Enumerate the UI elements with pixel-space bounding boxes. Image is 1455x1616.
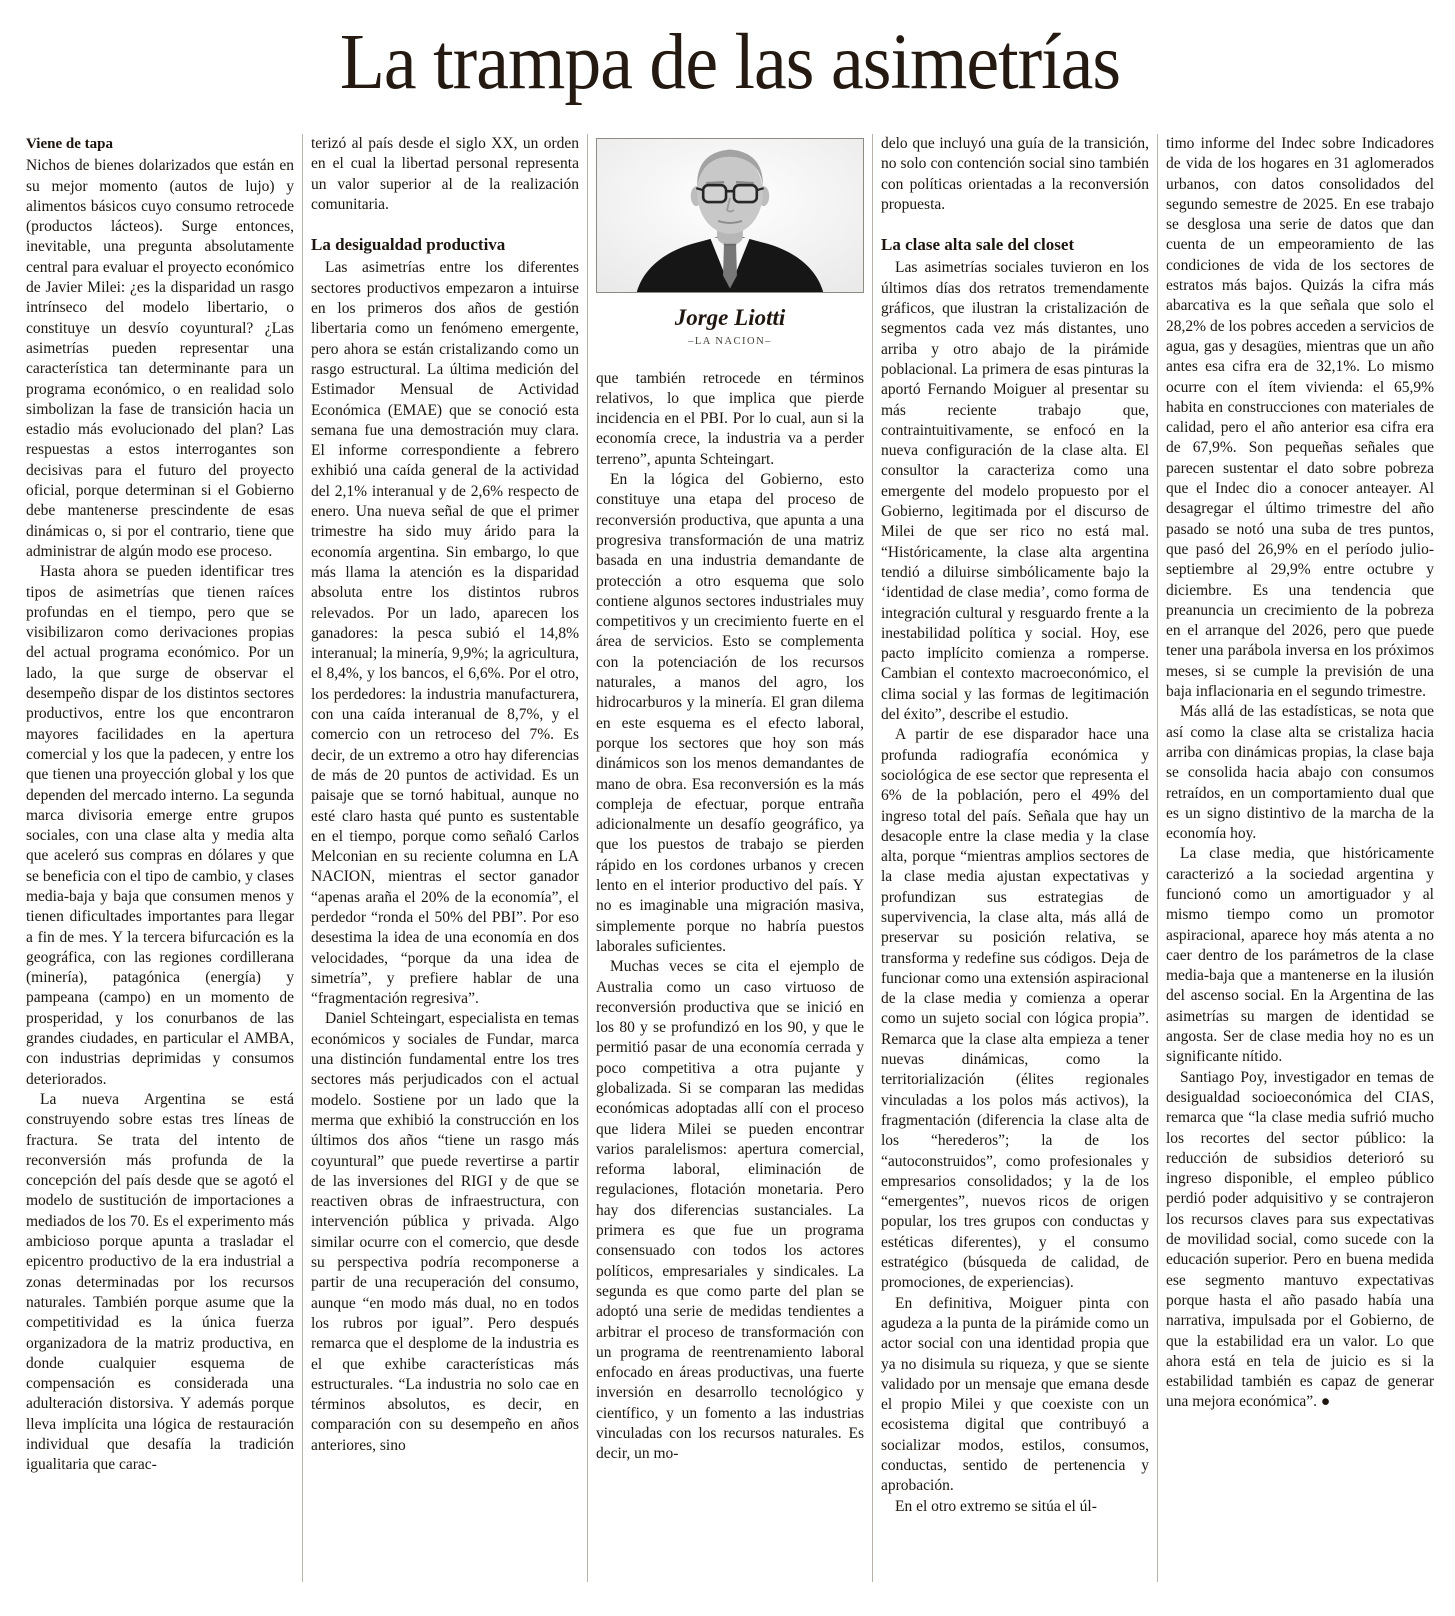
- body-paragraph: Nichos de bienes dolarizados que están en su mejor momento (autos de lujo) y alimentos básicos cuyo consumo retrocede (productos lácteos). Surge entonces, inevitable, una pregunta absolutamente central para evaluar el proyecto económico de Javier Milei: ¿es la disparidad un rasgo intrínseco del modelo libertario, o constituye un desvío coyuntural? ¿Las asimetrías pueden representar una característica tan determinante para un programa económico, o en realidad solo simbolizan la fase de transición hacia un estadio más evolucionado del plan? Las respuestas a estos interrogantes son decisivas para el futuro del proyecto oficial, porque determinan si el Gobierno debe mantenerse prescindente de esas dinámicas o, si por el contrario, tiene que administrar de algún modo ese proceso.: [26, 157, 294, 560]
- body-paragraph: Santiago Poy, investigador en temas de desigualdad socioeconómica del CIAS, remarca que “la clase media sufrió mucho los recortes del sector público: la reducción de subsidios deterioró su ingreso disponible, el empleo público perdió poder adquisitivo y se contrajeron los recursos claves para sus expectativas de movilidad social, como sucede con la educación superior. Pero en buena medida ese segmento mantuvo expectativas porque hasta el año pasado había una narrativa, impulsada por el Gobierno, de que la estabilidad era un valor. Lo que ahora está en tela de juicio es si la estabilidad también es capaz de generar una mejora económica”. ●: [1166, 1068, 1434, 1411]
- body-paragraph: timo informe del Indec sobre Indicadores de vida de los hogares en 31 aglomerados urbanos, con datos consolidados del segundo semestre de 2025. En ese trabajo se desglosa una serie de datos que dan cuenta de un empeoramiento de las condiciones de vida de los sectores de estratos más bajos. Quizás la cifra más abarcativa es la que señala que solo el 28,2% de los pobres acceden a servicios de agua, gas y desagües, mientras que un año antes esa cifra era de 32,1%. Lo mismo ocurre con el ítem vivienda: el 65,9% habita en construcciones con materiales de calidad, pero el año anterior esa cifra era de 67,9%. Son pequeñas señales que parecen sustentar el dato sobre pobreza que el Indec dio a conocer anteayer. Al desagregar el último trimestre del año pasado se notó una suba de tres puntos, que pasó del 26,9% en el período julio-septiembre al 29,9% entre octubre y diciembre. Es una tendencia que preanuncia un crecimiento de la pobreza en el arranque del 2026, pero que puede tener una parábola inversa en los próximos meses, si se cumple la previsión de una baja inflacionaria en el segundo trimestre.: [1166, 135, 1434, 701]
- body-paragraph: En el otro extremo se sitúa el úl-: [895, 1497, 1097, 1515]
- body-paragraph: Muchas veces se cita el ejemplo de Australia como un caso virtuoso de reconversión productiva que se inició en los 80 y se profundizó en los 90, y que le permitió pasar de una economía cerrada y poco competitiva a otra pujante y globalizada. Si se comparan las medidas económicas adoptadas allí con el proceso que lidera Milei se pueden encontrar varios paralelismos: apertura comercial, reforma laboral, eliminación de regulaciones, flotación monetaria. Pero hay dos diferencias sustanciales. La primera es que fue un programa consensuado con todos los actores políticos, empresariales y sindicales. La segunda es que como parte del plan se adoptó una serie de medidas tendientes a arbitrar el proceso de transformación con un programa de reentrenamiento laboral enfocado en áreas productivas, una fuerte inversión en desarrollo tecnológico y científico, y un fomento a las industrias vinculadas con los recursos naturales. Es decir, un mo-: [596, 958, 864, 1463]
- body-paragraph: La nueva Argentina se está construyendo sobre estas tres líneas de fractura. Se trata del intento de reconversión más profunda de la concepción del país desde que se agotó el modelo de sustitución de importaciones a mediados de los 70. Es el experimento más ambicioso porque apunta a trasladar el epicentro productivo de la era industrial a zonas determinadas por los recursos naturales. También porque asume que la competitividad es la única fuerza organizadora de la matriz productiva, en donde cualquier esquema de compensación es considerada una adulteración distorsiva. Y además porque lleva implícita una lógica de restauración individual que desafía la tradición igualitaria que carac-: [26, 1090, 294, 1474]
- body-paragraph: En definitiva, Moiguer pinta con agudeza a la punta de la pirámide como un actor social con una identidad propia que ya no disimula su riqueza, y que se siente validado por un mensaje que emana desde el propio Milei y que coexiste con un ecosistema digital que contribuyó a socializar modos, estilos, consumos, conductas, sentido de pertenencia y aprobación.: [881, 1294, 1149, 1495]
- page-title: La trampa de las asimetrías: [339, 18, 1121, 106]
- kicker: Viene de tapa: [26, 136, 113, 152]
- body-paragraph: La clase media, que históricamente caracterizó a la sociedad argentina y funcionó como un amortiguador y al mismo tiempo como un promotor aspiracional, aparece hoy más atenta a no caer dentro de los parámetros de la clase media-baja que a mantenerse en la ilusión del ascenso social. En la Argentina de las asimetrías su margen de identidad se angosta. Ser de clase media hoy no es un significante nítido.: [1166, 845, 1434, 1066]
- body-paragraph: En la lógica del Gobierno, esto constituye una etapa del proceso de reconversión productiva, que apunta a una progresiva transformación de una matriz basada en una industria demandante de protección a otro esquema que solo contiene algunos sectores industriales muy competitivos y un crecimiento fuerte en el área de servicios. Esto se complementa con la potenciación de los recursos naturales, a manos del agro, los hidrocarburos y la minería. El gran dilema en este esquema es el efecto laboral, porque los sectores que hoy son más dinámicos son los menos demandantes de mano de obra. Esa reconversión es la más compleja de efectuar, porque entraña adicionalmente un desafío geográfico, ya que los puestos de trabajo se pierden rápido en los cordones urbanos y crecen lento en el interior productivo del país. Y no es imaginable una migración masiva, simplemente porque no habría puestos laborales suficientes.: [596, 471, 864, 955]
- column-2: [302, 134, 579, 1582]
- body-paragraph: terizó al país desde el siglo XX, un orden en el cual la libertad personal representa un valor superior al de la realización comunitaria.: [311, 135, 579, 213]
- body-paragraph: Las asimetrías entre los diferentes sectores productivos empezaron a intuirse en los primeros dos años de gestión libertaria como un fenómeno emergente, pero ahora se están cristalizando como un rasgo estructural. La última medición del Estimador Mensual de Actividad Económica (EMAE) que se conoció esta semana fue una demostración muy clara. El informe correspondiente a febrero exhibió una caída general de la actividad del 2,1% interanual y de 2,6% respecto de enero. Una nueva señal de que el primer trimestre ha sido muy árido para la economía argentina. Sin embargo, lo que más llama la atención es la disparidad absoluta entre los distintos rubros relevados. Por un lado, aparecen los ganadores: la pesca subió el 14,8% interanual; la minería, 9,9%; la agricultura, el 8,4%, y los bancos, el 6,6%. Por el otro, los perdedores: la industria manufacturera, con una caída interanual de 8,7%, y el comercio con un retroceso del 7%. Es decir, de un extremo a otro hay diferencias de más de 20 puntos de actividad. Es un paisaje que se tornó habitual, aunque no esté claro hasta qué punto es sustentable en el tiempo, porque como señaló Carlos Melconian en su reciente columna en LA NACION, mientras el sector ganador “apenas araña el 20% de la economía”, el perdedor “ronda el 50% del PBI”. Por eso desestima la idea de una economía en dos velocidades, “porque da una idea de simetría”, y prefiere hablar de una “fragmentación regresiva”.: [311, 259, 579, 1008]
- column-4: [872, 134, 1149, 1582]
- body-paragraph: Hasta ahora se pueden identificar tres tipos de asimetrías que tienen raíces profundas en el tiempo, pero que se visibilizaron como derivaciones propias del actual programa económico. Por un lado, la que surge de observar el desempeño dispar de los distintos sectores productivos, entre los que encontraron mayores facilidades en la apertura comercial y los que la padecen, y entre los que tienen una proyección global y los que dependen del mercado interno. La segunda marca divisoria emerge entre grupos sociales, con una clase alta y media alta que aceleró sus compras en dólares y que se beneficia con el tipo de cambio, y clases media-baja y baja que consumen menos y tienen dificultades importantes para llegar a fin de mes. Y la tercera bifurcación es la geográfica, con las regiones cordillerana (minería), patagónica (energía) y pampeana (campo) en un momento de prosperidad, y los conurbanos de las grandes ciudades, en particular el AMBA, con industrias deprimidas y consumos deteriorados.: [26, 563, 294, 1088]
- article-columns: [26, 134, 1434, 1582]
- body-paragraph: Más allá de las estadísticas, se nota que así como la clase alta se cristaliza hacia arriba con dinámicas propias, la clase baja se consolida hacia abajo con consumos retraídos, en un comportamiento dual que es un signo distintivo de la marcha de la economía hoy.: [1166, 703, 1434, 843]
- column-5: [1157, 134, 1434, 1582]
- body-paragraph: Las asimetrías sociales tuvieron en los últimos días dos retratos tremendamente gráficos, que ilustran la cristalización de segmentos cada vez más distantes, uno arriba y otro abajo de la pirámide poblacional. La primera de esas pinturas la aportó Fernando Moiguer al presentar su más reciente trabajo que, contraintuitivamente, se enfocó en la nueva configuración de la clase alta. El consultor la caracteriza como una emergente del modelo propuesto por el Gobierno, legitimada por el discurso de Milei de que ser rico no está mal. “Históricamente, la clase alta argentina tendió a diluirse simbólicamente bajo la ‘identidad de clase media’, como forma de integración cultural y resguardo frente a la inestabilidad política y social. Hoy, ese pacto implícito comienza a romperse. Cambian el contexto macroeconómico, el clima social y las formas de legitimación del éxito”, describe el estudio.: [881, 259, 1149, 724]
- section-heading: La desigualdad productiva: [311, 235, 506, 255]
- body-paragraph: delo que incluyó una guía de la transición, no solo con contención social sino también con políticas orientadas a la reconversión propuesta.: [881, 135, 1149, 213]
- byline-author-name: Jorge Liotti: [674, 305, 786, 330]
- author-photo: [596, 138, 864, 293]
- column-3: [587, 134, 864, 1582]
- byline-affiliation: –LA NACION–: [688, 336, 772, 348]
- author-portrait-illustration: [597, 139, 863, 292]
- body-paragraph: Daniel Schteingart, especialista en temas económicos y sociales de Fundar, marca una distinción fundamental entre los tres sectores más perjudicados con el actual modelo. Sostiene por un lado que la merma que exhibió la construcción en los últimos dos años “tiene un rasgo más coyuntural” que puede revertirse a partir de las inversiones del RIGI y de que se reactiven obras de infraestructura, con intervención pública y privada. Algo similar ocurre con el comercio, que desde su perspectiva podría recomponerse a partir de una recuperación del consumo, aunque “en modo más dual, no en todos los rubros por igual”. Pero después remarca que el desplome de la industria es el que exhibe características más estructurales. “La industria no solo cae en términos absolutos, es decir, en comparación con su desempeño en años anteriores, sino: [311, 1010, 579, 1454]
- body-paragraph: que también retrocede en términos relativos, lo que implica que pierde incidencia en el PBI. Por lo cual, aun si la economía crece, la industria va a perder terreno”, apunta Schteingart.: [596, 369, 864, 468]
- column-1: [26, 134, 294, 1582]
- section-heading: La clase alta sale del closet: [881, 235, 1075, 255]
- body-paragraph: A partir de ese disparador hace una profunda radiografía económica y sociológica de ese sector que representa el 6% de la población, pero el 49% del ingreso total del país. Señala que hay un desacople entre la clase media y la clase alta, porque “mientras amplios sectores de la clase media ajustan expectativas y profundizan sus estrategias de supervivencia, la clase alta, más allá de preservar su posición relativa, se transforma y redefine sus códigos. Deja de funcionar como una extensión aspiracional de la clase media y comienza a operar como un sujeto social con lógica propia”. Remarca que la clase alta empieza a tener nuevas dinámicas, como la territorialización (élites regionales vinculadas a los polos más activos), la fragmentación (diferencia la clase alta de los “herederos”; la de los “autoconstruidos”, como profesionales y empresarios consolidados; y la de los “emergentes”, nuevos ricos de origen popular, los tres grupos con conductas y estéticas diferentes), y el consumo estratégico (búsqueda de calidad, de promociones, de experiencias).: [881, 726, 1149, 1292]
